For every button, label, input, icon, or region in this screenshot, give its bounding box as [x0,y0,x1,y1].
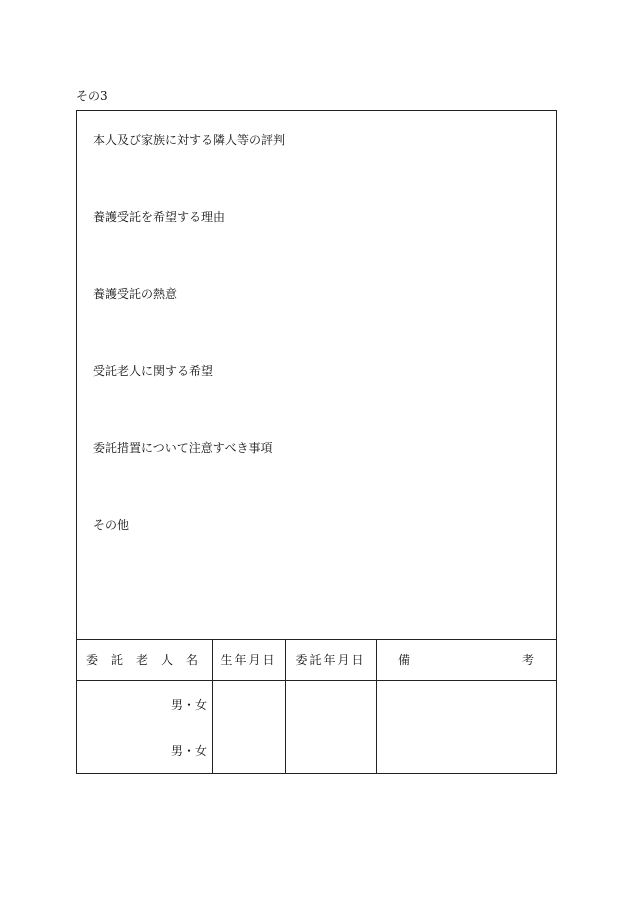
header-remarks [376,639,556,680]
section-neighbor-reputation-label: 本人及び家族に対する隣人等の評判 [93,133,286,147]
gender-option-row-2: 男・女 [171,744,208,758]
section-cautions-label: 委託措置について注意すべき事項 [93,441,273,455]
gender-option-row-1: 男・女 [171,698,208,712]
header-entrusted-elderly-name: 委託老人名 [85,653,211,667]
section-elderly-wishes-label: 受託老人に関する希望 [93,364,214,378]
page-number-label: その3 [76,89,108,103]
section-other-label: その他 [93,518,130,532]
header-birth-date: 生年月日 [220,653,277,667]
section-reason-label: 養護受託を希望する理由 [93,210,226,224]
header-remarks-left: 備 [398,653,411,667]
header-remarks-right: 考 [521,653,534,667]
table-header-divider [77,680,556,681]
section-enthusiasm-label: 養護受託の熱意 [93,287,178,301]
assessment-form [76,110,557,774]
header-entrust-date: 委託年月日 [295,653,366,667]
